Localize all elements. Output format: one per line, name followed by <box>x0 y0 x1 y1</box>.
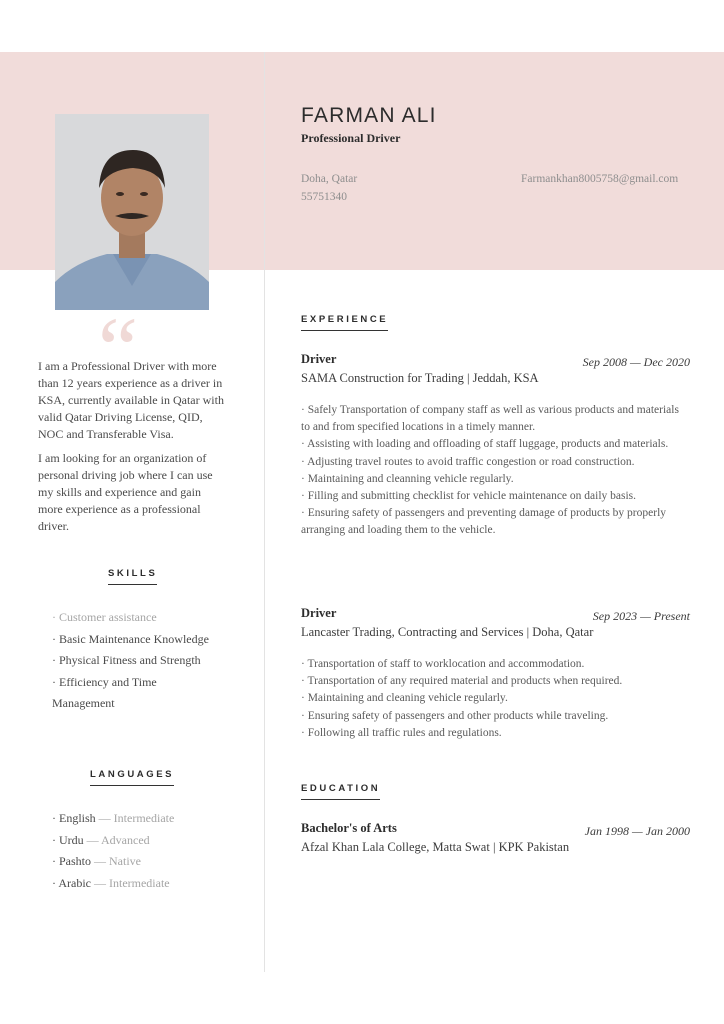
duty-item: · Ensuring safety of passengers and preventing damage of products by properly arranging and loading them to the vehicle. <box>301 507 667 537</box>
language-level: — Intermediate <box>95 811 175 825</box>
language-name: · Urdu <box>52 832 84 847</box>
language-item <box>52 873 232 895</box>
duty-item: · Assisting with loading and offloading of staff luggage, products and materials. <box>301 438 669 451</box>
languages-list <box>52 808 232 894</box>
education-heading: EDUCATION <box>301 783 380 800</box>
experience-heading: EXPERIENCE <box>301 314 388 331</box>
education-dates: Jan 1998 — Jan 2000 <box>584 824 690 838</box>
language-item <box>52 851 232 873</box>
language-name: · Pashto <box>52 854 91 868</box>
skills-list <box>52 607 222 715</box>
duty-item: · Maintaining and cleanning vehicle regularly. <box>301 472 514 485</box>
language-item <box>52 830 232 852</box>
candidate-name: FARMAN ALI <box>301 104 437 127</box>
duty-item: · Transportation of staff to worklocation and accommodation. <box>301 658 585 670</box>
contact-phone: 55751340 <box>301 191 347 203</box>
language-level: — Advanced <box>83 832 150 847</box>
about-paragraph-2: I am looking for an organization of personal driving job where I can use my skills and experience and gain more experience as a professional driver. <box>38 451 213 533</box>
contact-email[interactable]: Farmankhan8005758@gmail.com <box>521 173 679 185</box>
job-company: Lancaster Trading, Contracting and Services | Doha, Qatar <box>301 625 594 639</box>
skills-heading: SKILLS <box>108 568 157 585</box>
job-title: Driver <box>301 606 337 620</box>
skill-item: · Efficiency and Time Management <box>52 674 157 710</box>
profile-photo <box>55 114 209 310</box>
duty-item: · Adjusting travel routes to avoid traffic congestion or road construction. <box>301 455 635 468</box>
column-divider <box>264 52 265 972</box>
language-level: — Native <box>91 854 141 868</box>
duty-item: · Ensuring safety of passengers and other products while traveling. <box>301 709 609 722</box>
duty-item: · Filling and submitting checklist for vehicle maintenance on daily basis. <box>301 490 637 503</box>
languages-heading: LANGUAGES <box>90 769 174 786</box>
duty-item: · Safely Transportation of company staff as well as various products and materials to and from specified locations in a timely manner. <box>301 404 679 434</box>
language-name: · Arabic <box>52 875 91 890</box>
duty-item: · Following all traffic rules and regulations. <box>301 726 502 739</box>
job-dates: Sep 2008 — Dec 2020 <box>582 355 690 369</box>
job-duties-list <box>301 656 681 742</box>
skill-item: · Basic Maintenance Knowledge <box>52 631 209 646</box>
duty-item: · Transportation of any required material and products when required. <box>301 675 623 688</box>
job-title: Driver <box>301 352 337 366</box>
language-name: · English <box>52 811 96 825</box>
job-dates: Sep 2023 — Present <box>592 609 690 623</box>
job-duties-list <box>301 402 681 540</box>
skill-item: · Physical Fitness and Strength <box>52 653 201 667</box>
quote-mark-icon: “ <box>98 300 138 399</box>
about-paragraph-1: I am a Professional Driver with more than 12 years experience as a driver in KSA, currently available in Qatar with valid Qatar Driving License, QID, NOC and Transferable Visa. <box>38 359 224 441</box>
header-band-right <box>265 52 724 270</box>
education-school: Afzal Khan Lala College, Matta Swat | KPK Pakistan <box>301 840 570 854</box>
candidate-role: Professional Driver <box>301 131 401 145</box>
contact-city: Doha, Qatar <box>301 173 358 185</box>
language-level: — Intermediate <box>90 875 170 890</box>
job-company: SAMA Construction for Trading | Jeddah, KSA <box>301 371 539 385</box>
language-item <box>52 808 232 830</box>
skill-item: · Customer assistance <box>52 610 157 624</box>
degree-title: Bachelor's of Arts <box>301 821 397 835</box>
duty-item: · Maintaining and cleaning vehicle regularly. <box>301 692 508 705</box>
